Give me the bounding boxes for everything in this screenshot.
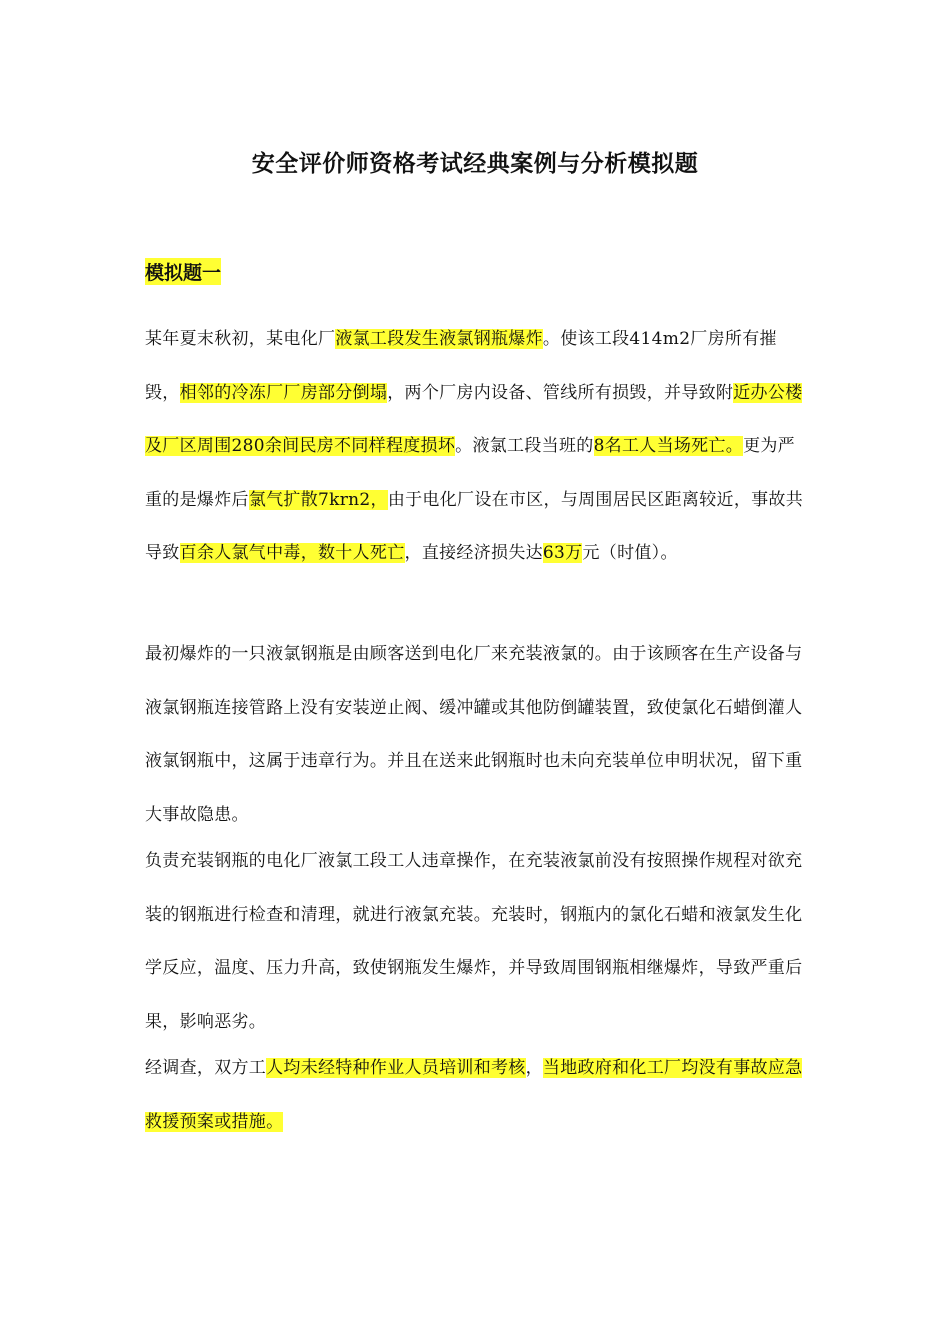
paragraph-3 [145, 835, 810, 1049]
highlighted-text: 近办公楼及厂区周围280余间民房不同样程度损坏 [145, 382, 803, 457]
highlighted-text: 百余人氯气中毒，数十人死亡 [179, 543, 405, 564]
highlighted-text: 63万 [542, 543, 583, 564]
text-segment: 经调查，双方工 [145, 1058, 267, 1078]
page-title: 安全评价师资格考试经典案例与分析模拟题 [251, 151, 699, 177]
text-segment: 更为严重的是爆炸后 [145, 436, 795, 510]
text-segment: ， [525, 1058, 543, 1078]
text-segment: 某年夏末秋初，某电化厂 [145, 329, 336, 349]
text-segment: 负责充装钢瓶的电化厂液氯工段工人违章操作，在充装液氯前没有按照操作规程对欲充装的钢瓶进行检查和清理，就进行液氯充装。充装时，钢瓶内的氯化石蜡和液氯发生化学反应，温度、压力升高，致使钢瓶发生爆炸，并导致周围钢瓶相继爆炸，导致严重后果，影响恶劣。 [145, 851, 803, 1032]
text-segment: 元（时值）。 [582, 543, 678, 564]
text-segment: 。液氯工段当班的 [455, 436, 594, 457]
paragraph-4 [145, 1042, 810, 1149]
highlighted-text: 8名工人当场死亡。 [593, 436, 744, 457]
text-segment: 。使该工段414m2厂房所有摧毁， [145, 329, 777, 403]
text-segment: 由于电化厂设在市区，与周围居民区距离较近，事故共导致 [145, 489, 804, 564]
paragraph-1 [145, 313, 810, 581]
text-segment: ，两个厂房内设备、管线所有损毁，并导致附 [387, 382, 734, 403]
highlighted-text: 液氯工段发生液氯钢瓶爆炸 [335, 329, 543, 349]
highlighted-text: 相邻的冷冻厂厂房部分倒塌 [179, 382, 388, 403]
highlighted-text: 当地政府和化工厂均没有事故应急救援预案或措施。 [145, 1058, 803, 1132]
text-segment: 最初爆炸的一只液氯钢瓶是由顾客送到电化厂来充装液氯的。由于该顾客在生产设备与液氯钢瓶连接管路上没有安装逆止阀、缓冲罐或其他防倒罐装置，致使氯化石蜡倒灌人液氯钢瓶中，这属于违章行为。并且在送来此钢瓶时也未向充装单位申明状况，留下重大事故隐患。 [145, 644, 803, 825]
paragraph-2 [145, 628, 810, 842]
highlighted-text: 氯气扩散7krn2， [248, 489, 388, 510]
highlighted-text: 人均未经特种作业人员培训和考核 [266, 1058, 526, 1078]
section-heading: 模拟题一 [145, 258, 221, 285]
text-segment: ，直接经济损失达 [404, 543, 543, 564]
